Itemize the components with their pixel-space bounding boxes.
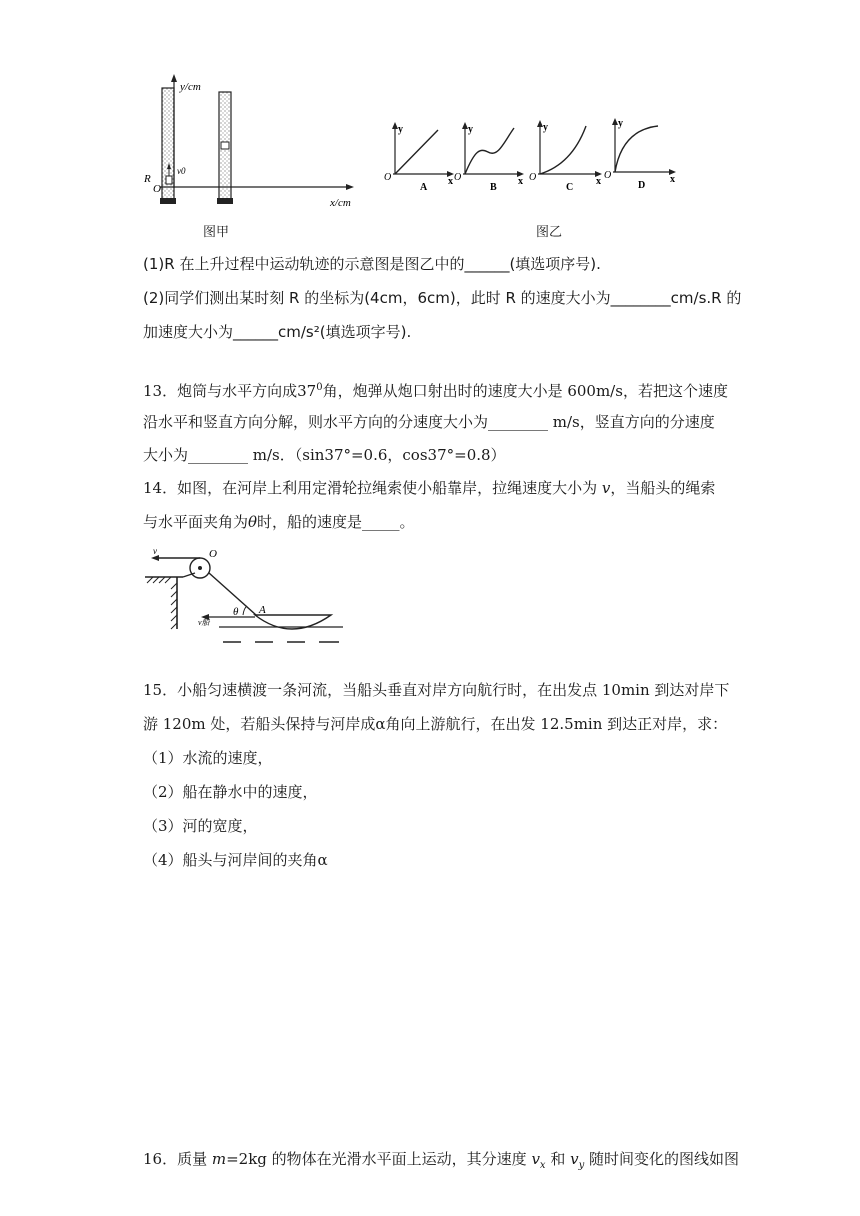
fig14-v-label: v <box>153 546 157 556</box>
panel-d <box>604 118 676 191</box>
y-axis-label: y/cm <box>180 81 201 93</box>
svg-text:O: O <box>529 172 537 183</box>
figure-yi <box>380 112 685 197</box>
curve-d <box>615 126 658 172</box>
fig14-a-label: A <box>259 604 266 616</box>
panel-b <box>454 122 524 193</box>
panel-c <box>529 120 602 193</box>
figure-jia <box>140 70 370 215</box>
svg-text:y: y <box>468 124 473 135</box>
q16-line1: 16．质量 m=2kg 的物体在光滑水平面上运动，其分速度 $v_x$ 和 $v_y$ 随时间变化的图线如图 <box>143 1150 740 1171</box>
svg-text:x: x <box>596 176 601 187</box>
panel-c-letter: C <box>566 182 574 193</box>
x-axis-label: x/cm <box>330 197 351 209</box>
svg-text:y: y <box>618 118 623 129</box>
svg-text:y: y <box>543 122 548 133</box>
q15-item-2: （2）船在静水中的速度， <box>143 783 318 801</box>
q13-line2: 沿水平和竖直方向分解，则水平方向的分速度大小为________ m/s，竖直方向的分速度 <box>143 413 715 431</box>
caption-jia: 图甲 <box>203 225 230 240</box>
q15-item-1: （1）水流的速度， <box>143 749 273 767</box>
q12-part1: (1)R 在上升过程中运动轨迹的示意图是图乙中的______(填选项序号). <box>143 255 601 273</box>
q15-item-3: （3）河的宽度， <box>143 817 258 835</box>
q13-line1: 13．炮筒与水平方向成$37^0$角，炮弹从炮口射出时的速度大小是 600m/s，若把这个速度 <box>143 382 728 400</box>
svg-text:y: y <box>398 124 403 135</box>
angle-value: 37 <box>297 382 317 400</box>
curve-a <box>395 130 438 174</box>
q14-line2: 与水平面夹角为θ时，船的速度是_____。 <box>143 513 415 531</box>
fig14-vboat-label: v船 <box>198 618 210 627</box>
q12-part2a: (2)同学们测出某时刻 R 的坐标为(4cm，6cm)，此时 R 的速度大小为________cm/s.R 的 <box>143 289 742 307</box>
panel-b-letter: B <box>490 182 497 193</box>
q14-line1: 14．如图，在河岸上利用定滑轮拉绳索使小船靠岸，拉绳速度大小为 v，当船头的绳索 <box>143 479 716 497</box>
angle-degree: 0 <box>316 382 323 393</box>
q12-part2b: 加速度大小为______cm/s²(填选项字号). <box>143 323 412 341</box>
svg-text:x: x <box>670 174 675 185</box>
origin-label: O <box>153 183 161 195</box>
v0-label: v0 <box>177 166 186 176</box>
figure-pulley-boat <box>143 545 353 645</box>
q15-line1: 15．小船匀速横渡一条河流，当船头垂直对岸方向航行时，在出发点 10min 到达对岸下 <box>143 681 730 699</box>
caption-yi: 图乙 <box>536 225 563 240</box>
q15-line2: 游 120m 处，若船头保持与河岸成α角向上游航行，在出发 12.5min 到达正对岸，求： <box>143 715 728 733</box>
fig14-o-label: O <box>209 548 217 560</box>
svg-text:x: x <box>518 176 523 187</box>
curve-c <box>540 126 586 174</box>
r-label: R <box>144 173 151 185</box>
svg-text:O: O <box>454 172 462 183</box>
svg-text:x: x <box>448 176 453 187</box>
q15-item-4: （4）船头与河岸间的夹角α <box>143 851 328 869</box>
svg-text:O: O <box>384 172 392 183</box>
svg-text:O: O <box>604 170 612 181</box>
panel-a <box>384 122 454 193</box>
fig14-theta-label: θ <box>233 606 239 618</box>
panel-a-letter: A <box>420 182 428 193</box>
q13-line3: 大小为________ m/s．（sin37°=0.6，cos37°=0.8） <box>143 446 506 464</box>
panel-d-letter: D <box>638 180 646 191</box>
